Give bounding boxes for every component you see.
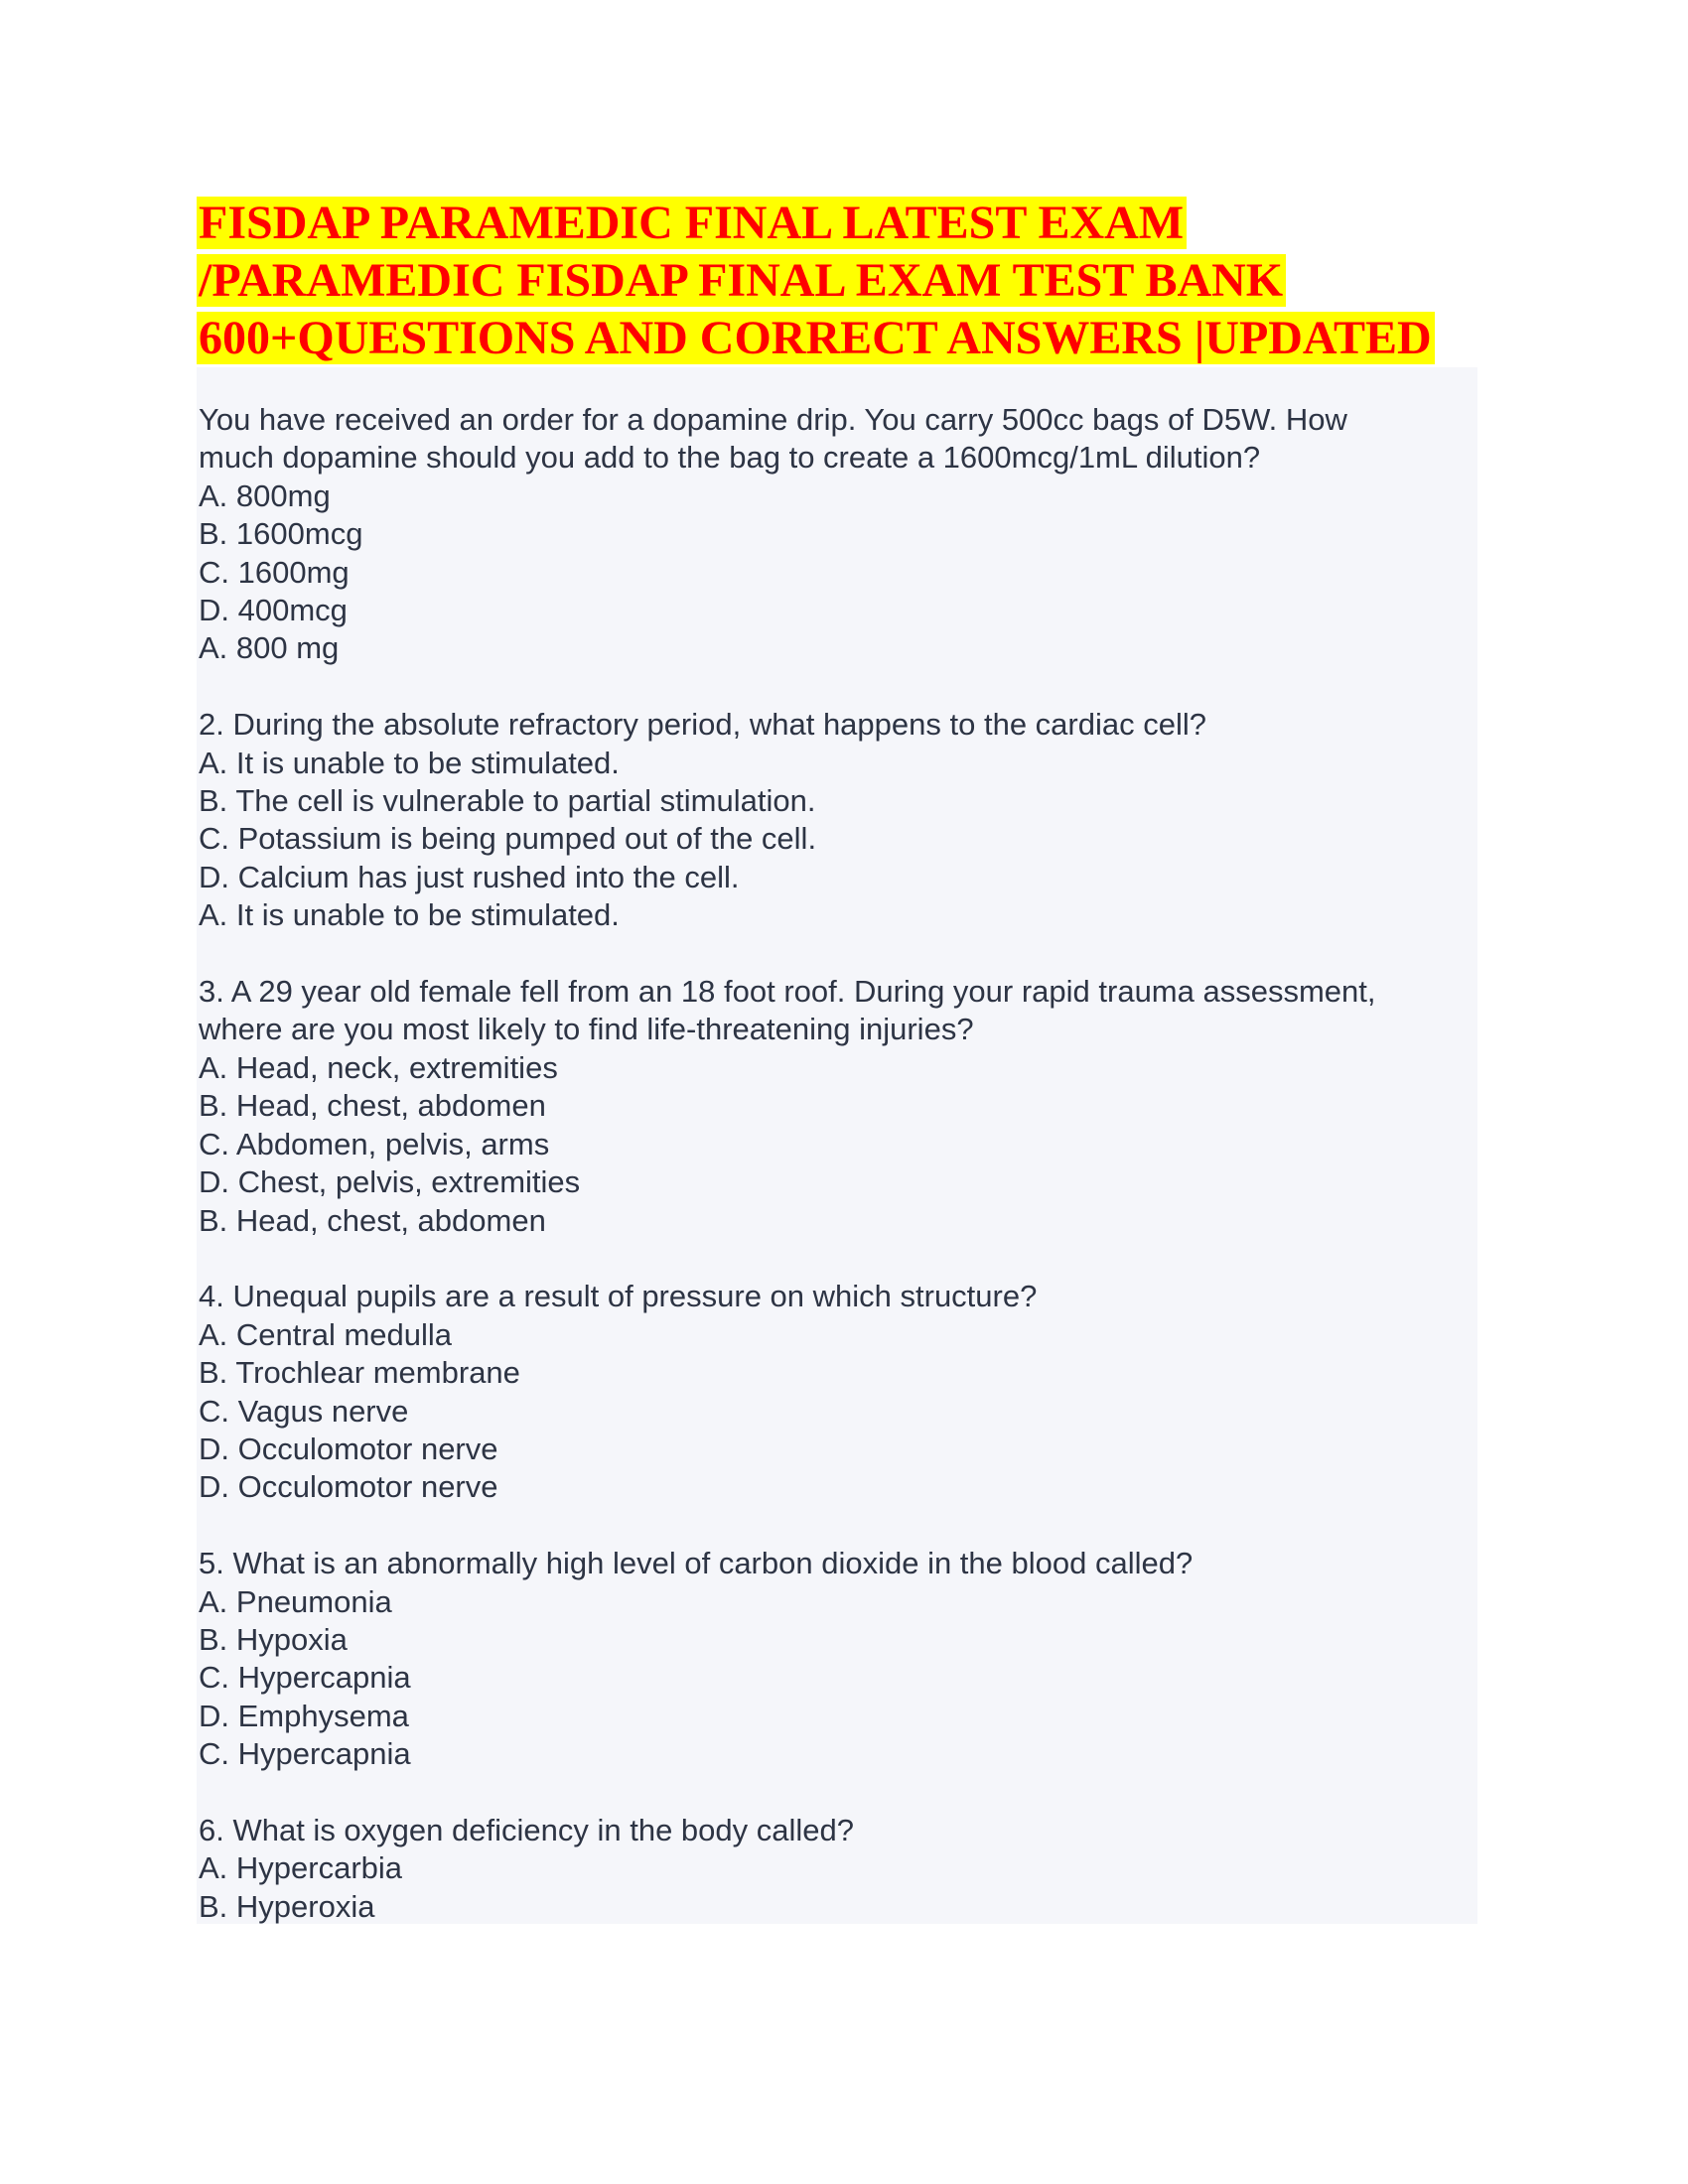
correct-answer: A. It is unable to be stimulated. xyxy=(199,897,620,933)
option-a: A. 800mg xyxy=(199,478,331,513)
question-stem xyxy=(199,1278,1477,1315)
document-title xyxy=(197,195,1477,367)
option-a: A. Hypercarbia xyxy=(199,1850,403,1886)
question-stem xyxy=(199,1812,1477,1849)
option-c: C. Abdomen, pelvis, arms xyxy=(199,1126,550,1161)
correct-answer: B. Head, chest, abdomen xyxy=(199,1202,546,1238)
option-d: D. Calcium has just rushed into the cell. xyxy=(199,859,740,894)
stem-line: 2. During the absolute refractory period, what happens to the cardiac cell? xyxy=(199,707,1206,743)
question-5 xyxy=(199,1545,1477,1773)
stem-line: You have received an order for a dopamine drip. You carry 500cc bags of D5W. How xyxy=(199,402,1347,437)
stem-line: 6. What is oxygen deficiency in the body called? xyxy=(199,1812,854,1847)
option-a: A. Pneumonia xyxy=(199,1583,392,1619)
question-stem xyxy=(199,1545,1477,1582)
title-line-3: 600+QUESTIONS AND CORRECT ANSWERS |UPDATED xyxy=(197,310,1477,367)
stem-line: much dopamine should you add to the bag to create a 1600mcg/1mL dilution? xyxy=(199,440,1261,476)
option-a: A. Head, neck, extremities xyxy=(199,1049,558,1085)
title-line-2: /PARAMEDIC FISDAP FINAL EXAM TEST BANK xyxy=(197,252,1477,310)
stem-line: where are you most likely to find life-threatening injuries? xyxy=(199,1012,974,1047)
question-2 xyxy=(199,706,1477,934)
question-6 xyxy=(199,1812,1477,1926)
option-b: B. Hyperoxia xyxy=(199,1888,375,1924)
option-b: B. Head, chest, abdomen xyxy=(199,1088,546,1124)
question-stem xyxy=(199,973,1477,1049)
question-3 xyxy=(199,973,1477,1240)
question-1 xyxy=(199,401,1477,668)
option-b: B. 1600mcg xyxy=(199,516,363,552)
question-stem xyxy=(199,401,1477,478)
correct-answer: A. 800 mg xyxy=(199,630,340,666)
option-c: C. Hypercapnia xyxy=(199,1660,411,1696)
option-d: D. Chest, pelvis, extremities xyxy=(199,1164,581,1200)
correct-answer: D. Occulomotor nerve xyxy=(199,1469,498,1505)
question-stem xyxy=(199,706,1477,744)
option-c: C. 1600mg xyxy=(199,554,350,590)
option-d: D. 400mcg xyxy=(199,593,348,628)
option-a: A. Central medulla xyxy=(199,1316,453,1352)
option-b: B. Trochlear membrane xyxy=(199,1355,520,1391)
question-list xyxy=(197,367,1477,1924)
option-b: B. Hypoxia xyxy=(199,1621,348,1657)
option-c: C. Vagus nerve xyxy=(199,1393,409,1429)
option-c: C. Potassium is being pumped out of the cell. xyxy=(199,821,817,857)
stem-line: 5. What is an abnormally high level of carbon dioxide in the blood called? xyxy=(199,1546,1194,1581)
option-b: B. The cell is vulnerable to partial stimulation. xyxy=(199,783,816,819)
option-a: A. It is unable to be stimulated. xyxy=(199,745,620,780)
option-d: D. Emphysema xyxy=(199,1698,409,1733)
option-d: D. Occulomotor nerve xyxy=(199,1431,498,1466)
title-line-1: FISDAP PARAMEDIC FINAL LATEST EXAM xyxy=(197,195,1477,252)
correct-answer: C. Hypercapnia xyxy=(199,1736,411,1772)
question-4 xyxy=(199,1278,1477,1506)
stem-line: 4. Unequal pupils are a result of pressure on which structure? xyxy=(199,1279,1038,1314)
stem-line: 3. A 29 year old female fell from an 18 foot roof. During your rapid trauma assessment, xyxy=(199,974,1376,1010)
